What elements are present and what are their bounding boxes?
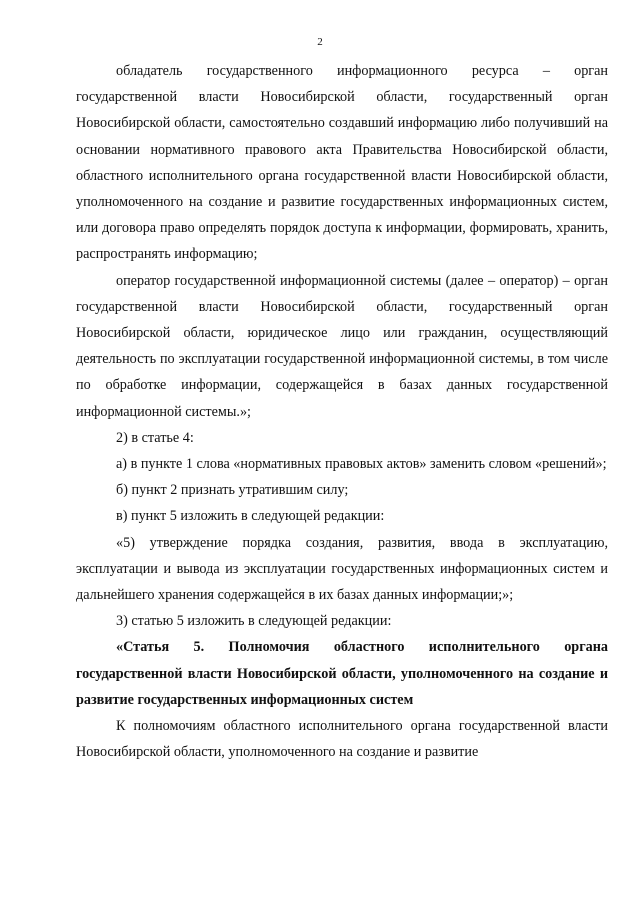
paragraph-item-a: а) в пункте 1 слова «нормативных правовых актов» заменить словом «решений»;	[116, 456, 607, 473]
paragraph-article-4-intro: 2) в статье 4:	[116, 429, 194, 446]
paragraph-item-b: б) пункт 2 признать утратившим силу;	[116, 482, 349, 499]
page-number: 2	[317, 36, 323, 48]
article-5-heading: «Статья 5. Полномочия областного исполнительного органа государственной власти Новосибирской области, уполномоченного на создание и развитие государственных информационных систем	[76, 639, 608, 708]
paragraph-article-5-body: К полномочиям областного исполнительного органа государственной власти Новосибирской области, уполномоченного на создание и развитие	[76, 718, 608, 761]
document-body	[76, 58, 608, 765]
paragraph-operator-definition: оператор государственной информационной системы (далее – оператор) – орган государственной власти Новосибирской области, государственный орган Новосибирской области, юридическое лицо или гражданин, осуществляющий деятельность по эксплуатации государственной информационной системы, в том числе по обработке информации, содержащейся в базах данных государственной информационной системы.»;	[76, 272, 608, 420]
paragraph-item-5-text: «5) утверждение порядка создания, развития, ввода в эксплуатацию, эксплуатации и вывода из эксплуатации государственных информационных систем и дальнейшего хранения содержащейся в их базах данных информации;»;	[76, 534, 608, 604]
paragraph-article-5-intro: 3) статью 5 изложить в следующей редакции:	[116, 613, 392, 630]
paragraph-owner-definition: обладатель государственного информационного ресурса – орган государственной власти Новосибирской области, государственный орган Новосибирской области, самостоятельно создавший информацию либо получивший на основании нормативного правового акта Правительства Новосибирской области, областного исполнительного органа государственной власти Новосибирской области, уполномоченного на создание и развитие государственных информационных систем, или договора право определять порядок доступа к информации, формировать, хранить, распространять информацию;	[76, 63, 608, 263]
paragraph-item-v: в) пункт 5 изложить в следующей редакции:	[116, 508, 385, 525]
